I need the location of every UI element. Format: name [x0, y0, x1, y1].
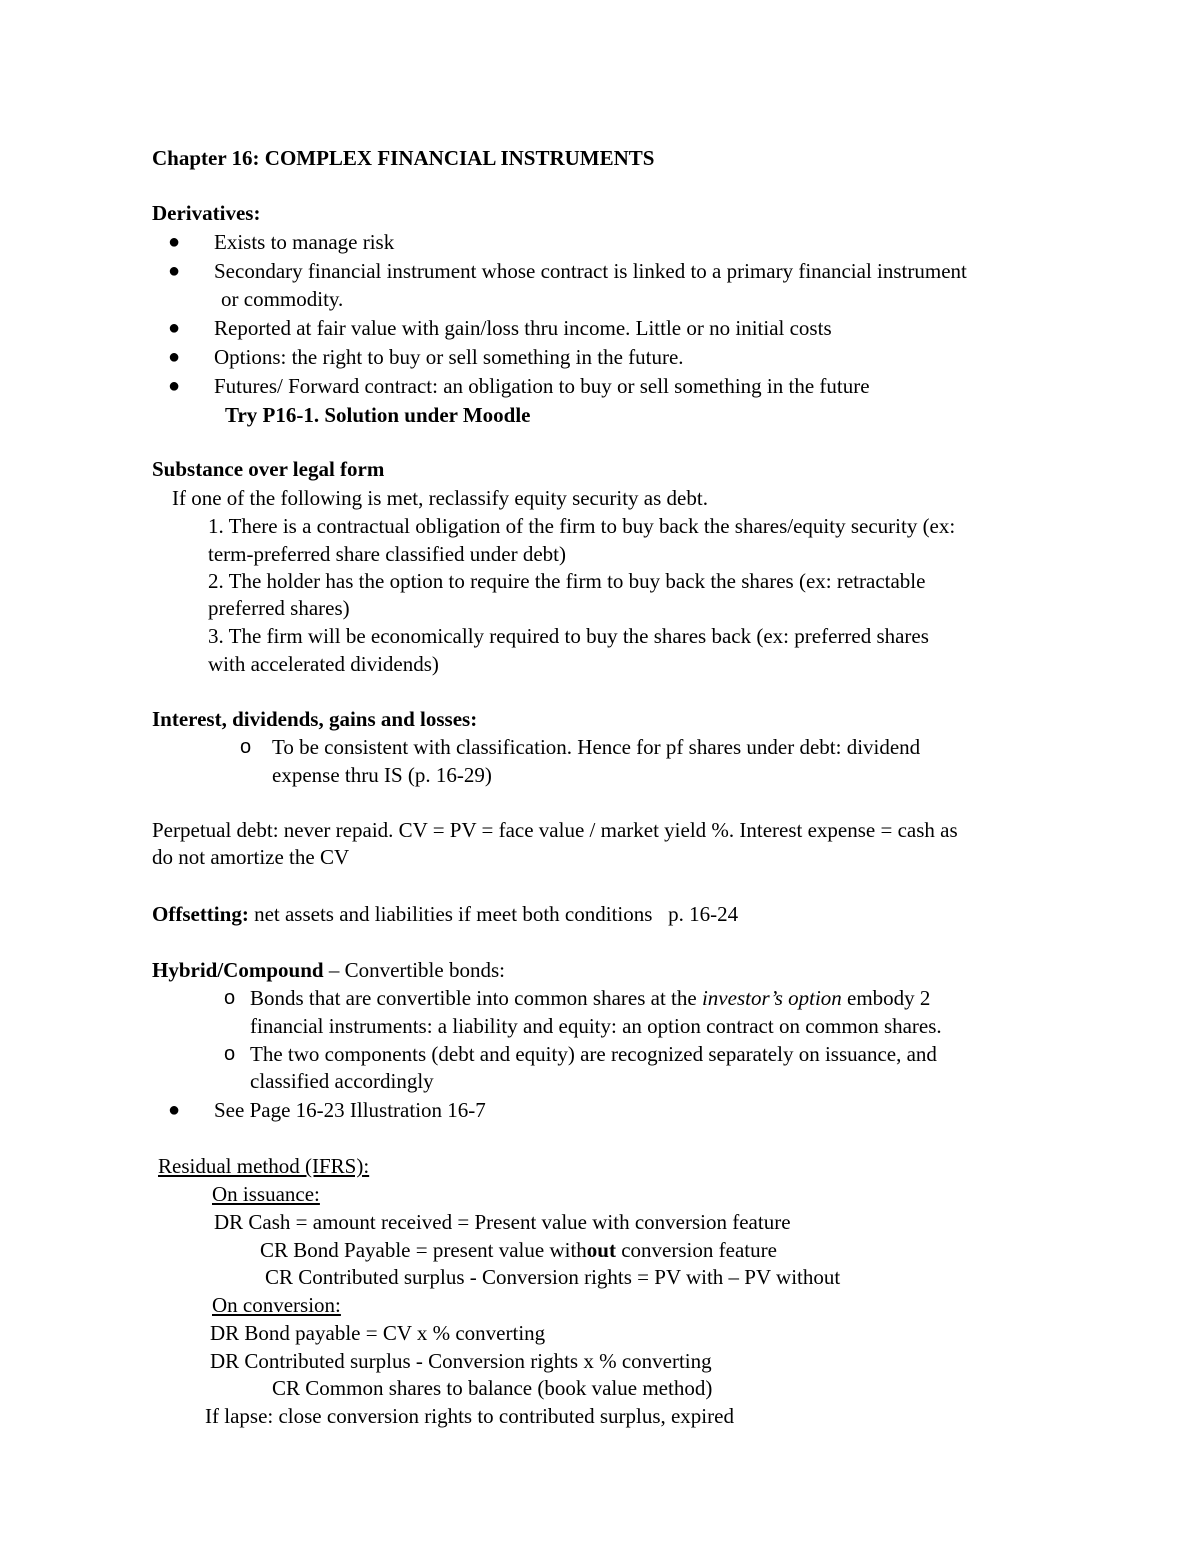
dr-cash-entry: DR Cash = amount received = Present value with conversion feature: [214, 1210, 791, 1234]
hybrid-item-1-italic: investor’s option: [701, 986, 842, 1010]
offsetting-label: Offsetting:: [152, 902, 249, 926]
substance-line-2: term-preferred share classified under debt): [208, 542, 566, 566]
derivatives-heading: Derivatives:: [152, 201, 261, 225]
offsetting-line: [152, 900, 738, 928]
substance-line-4: preferred shares): [208, 596, 350, 620]
derivatives-bullet-2: Secondary financial instrument whose contract is linked to a primary financial instrument: [214, 259, 967, 283]
perpetual-line-1: Perpetual debt: never repaid. CV = PV = face value / market yield %. Interest expense = cash as: [152, 818, 958, 842]
bullet-icon: ●: [168, 375, 181, 397]
bullet-icon: ●: [168, 231, 181, 253]
interest-heading: Interest, dividends, gains and losses:: [152, 707, 478, 731]
substance-intro: If one of the following is met, reclassify equity security as debt.: [172, 486, 708, 510]
derivatives-bullet-2-cont: or commodity.: [221, 287, 344, 311]
page-title: Chapter 16: COMPLEX FINANCIAL INSTRUMENTS: [152, 146, 655, 170]
perpetual-line-2: do not amortize the CV: [152, 845, 350, 869]
hybrid-item-2: The two components (debt and equity) are recognized separately on issuance, and: [250, 1042, 937, 1066]
see-page-note: See Page 16-23 Illustration 16-7: [214, 1098, 486, 1122]
substance-heading: Substance over legal form: [152, 457, 385, 481]
bullet-icon: ●: [168, 346, 181, 368]
try-problem-note: Try P16-1. Solution under Moodle: [225, 403, 531, 427]
bullet-icon: ●: [168, 317, 181, 339]
hybrid-text: – Convertible bonds:: [323, 958, 505, 982]
cr-bond-entry: [260, 1236, 777, 1264]
cr-contributed-entry: CR Contributed surplus - Conversion rights = PV with – PV without: [265, 1265, 841, 1289]
circle-bullet-icon: o: [224, 1043, 236, 1065]
cr-bond-post: conversion feature: [615, 1238, 777, 1262]
substance-line-3: 2. The holder has the option to require the firm to buy back the shares (ex: retractable: [208, 569, 926, 593]
bullet-icon: ●: [168, 1099, 181, 1121]
bullet-icon: ●: [168, 260, 181, 282]
circle-bullet-icon: o: [240, 736, 252, 758]
derivatives-bullet-5: Futures/ Forward contract: an obligation to buy or sell something in the future: [214, 374, 870, 398]
derivatives-bullet-4: Options: the right to buy or sell something in the future.: [214, 345, 684, 369]
circle-bullet-icon: o: [224, 987, 236, 1009]
lapse-note: If lapse: close conversion rights to contributed surplus, expired: [205, 1404, 734, 1428]
offsetting-text: net assets and liabilities if meet both conditions p. 16-24: [248, 902, 739, 926]
on-issuance-heading: On issuance:: [212, 1182, 320, 1206]
interest-line-1: To be consistent with classification. Hence for pf shares under debt: dividend: [272, 735, 921, 759]
hybrid-item-1: [250, 984, 930, 1012]
residual-heading: Residual method (IFRS):: [158, 1154, 370, 1178]
hybrid-item-1-pre: Bonds that are convertible into common shares at the: [250, 986, 702, 1010]
hybrid-item-2-line-2: classified accordingly: [250, 1069, 434, 1093]
cr-bond-bold: out: [586, 1238, 616, 1262]
dr-bond-entry: DR Bond payable = CV x % converting: [210, 1321, 546, 1345]
dr-contributed-entry: DR Contributed surplus - Conversion rights x % converting: [210, 1349, 712, 1373]
hybrid-heading-line: [152, 956, 505, 984]
hybrid-item-1-line-2: financial instruments: a liability and equity: an option contract on common shares.: [250, 1014, 942, 1038]
cr-common-entry: CR Common shares to balance (book value method): [272, 1376, 713, 1400]
derivatives-bullet-3: Reported at fair value with gain/loss thru income. Little or no initial costs: [214, 316, 832, 340]
substance-line-1: 1. There is a contractual obligation of the firm to buy back the shares/equity security (ex:: [208, 514, 956, 538]
interest-line-2: expense thru IS (p. 16-29): [272, 763, 492, 787]
hybrid-item-1-post: embody 2: [841, 986, 931, 1010]
hybrid-label: Hybrid/Compound: [152, 958, 324, 982]
on-conversion-heading: On conversion:: [212, 1293, 341, 1317]
derivatives-bullet-1: Exists to manage risk: [214, 230, 395, 254]
cr-bond-pre: CR Bond Payable = present value with: [260, 1238, 587, 1262]
substance-line-6: with accelerated dividends): [208, 652, 439, 676]
substance-line-5: 3. The firm will be economically required to buy the shares back (ex: preferred shares: [208, 624, 929, 648]
